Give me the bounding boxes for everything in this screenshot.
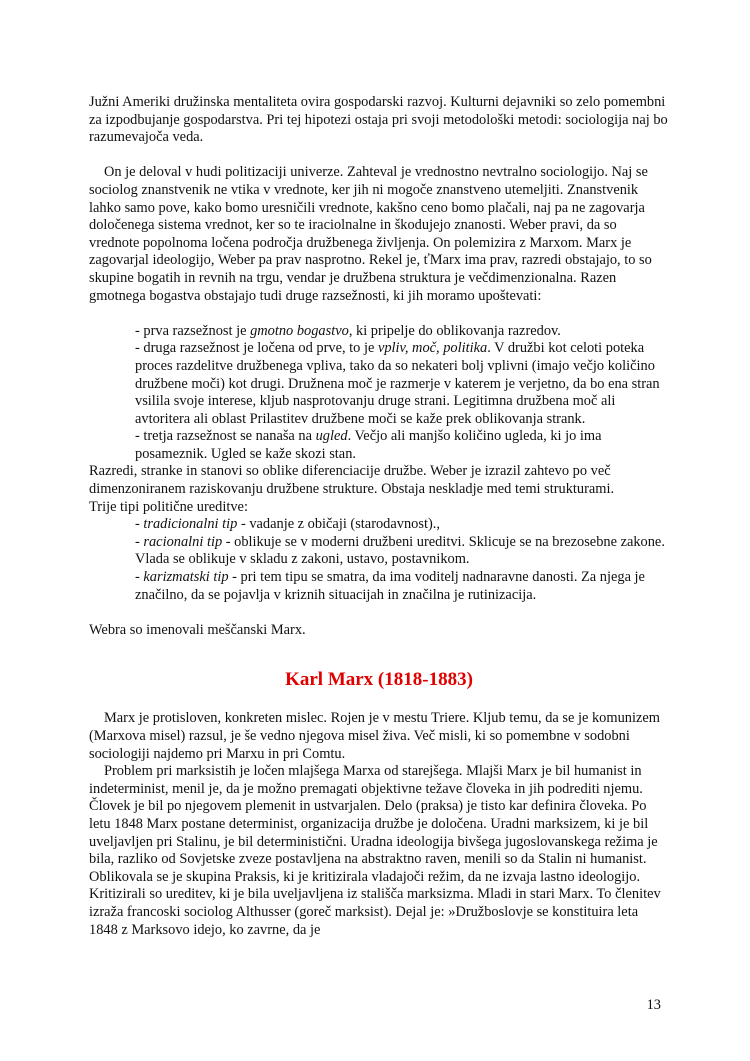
paragraph-weber-value-neutrality: On je deloval v hudi politizaciji univerze. Zahteval je vrednostno nevtralno sociologijo. Naj se sociolog znanstvenik ne vtika v vrednote, ker jih ni mogoče znanstveno utemeljiti. Znanstvenik lahko samo pove, kako bomo uresničili vrednote, kakšno ceno bomo plačali, naj pa ne zagovarja določenega sistema vrednot, ker so te iraciolnalne in škodujejo znanosti. Weber pravi, da so vrednote popolnoma ločena področja družbenega življenja. On polemizira z Marxom. Marx je zagovarjal ideologijo, Weber pa prav nasprotno. Rekel je, ťMarx ima prav, razredi obstajajo, to so skupine bogatih in revnih na trgu, vendar je družbena struktura je večdimenzionalna. Razen gmotnega bogastva obstajajo tudi druge razsežnosti, ki jih moramo upoštevati:	[89, 164, 652, 304]
list-item-power: - druga razsežnost je ločena od prve, to je vpliv, moč, politika. V družbi kot celoti poteka proces razdelitve družbenega vpliva, tako da so nekateri bolj vplivni (imajo večjo količino družbene moči) kot drugi. Družnena moč je razmerje v katerem je verjetno, da bo ena stran vsilila svoje interese, kljub nasprotovanju druge strani. Legitimna družbena moč ali avtoritera ali oblast Prilastitev družbene moči se kaže prek oblikovanja strank.	[135, 340, 660, 427]
list-item-charismatic: - karizmatski tip - pri tem tipu se smatra, da ima voditelj nadnaravne danosti. Za njega je značilno, da se pojavlja v kriznih situacijah in značilna je rutinizacija.	[135, 569, 645, 603]
political-types-list	[89, 516, 669, 604]
list-item-rational: - racionalni tip - oblikuje se v moderni družbeni ureditvi. Sklicuje se na brezosebne zakone. Vlada se oblikuje v skladu z zakoni, ustavo, postavnikom.	[135, 533, 665, 568]
page-number: 13	[646, 997, 661, 1013]
paragraph-marx-intro: Marx je protisloven, konkreten mislec. Rojen je v mestu Triere. Kljub temu, da se je komunizem (Marxova misel) razsul, je še vedno njegova misel živa. Več misli, ki so pomembne v sodobni sociologiji najdemo pri Marxu in pri Comtu.	[89, 710, 660, 762]
list-item-traditional: - tradicionalni tip - vadanje z običaji (starodavnost).,	[135, 516, 440, 533]
paragraph-political-types-intro: Trije tipi politične ureditve:	[89, 498, 248, 515]
paragraph-weber-culture: Južni Ameriki družinska mentaliteta ovira gospodarski razvoj. Kulturni dejavniki so zelo pomembni za izpodbujanje gospodarstva. Pri tej hipotezi ostaja pri svoji metodološki metodi: sociologija naj bo razumevajoča veda.	[89, 94, 668, 146]
paragraph-young-old-marx: Problem pri marksistih je ločen mlajšega Marxa od starejšega. Mlajši Marx je bil humanist in indeterminist, menil je, da je možno premagati objektivne težave človeka in jih podrediti njemu. Človek je bil po njegovem plemenit in ustvarjalen. Delo (praksa) je tisto kar definira človeka. Po letu 1848 Marx postane determinist, organizacija družbe je določena. Uradni marksizem, ki je bil uveljavljen pri Stalinu, je bil deterministični. Uradna ideologija bivšega jugoslovanskega režima je bila, razliko od Sovjetske zveze postavljena na abstraktno raven, menili so da Stalin ni humanist. Oblikovala se je skupina Praksis, ki je kritizirala vladajoči režim, da ne izvaja lastno ideologijo. Kritizirali so ureditev, ki je bila uveljavljena iz stališča marksizma. Mladi in stari Marx. To členitev izraža francoski sociolog Althusser (goreč marksist). Dejal je: »Družboslovje se konstituira leta 1848 z Marksovo idejo, ko zavrne, da je	[89, 763, 661, 938]
paragraph-bourgeois-marx: Webra so imenovali meščanski Marx.	[89, 621, 306, 638]
section-heading: Karl Marx (1818-1883)	[285, 669, 473, 691]
dimensions-list	[89, 323, 669, 464]
list-item-prestige: - tretja razsežnost se nanaša na ugled. Večjo ali manjšo količino ugleda, ki jo ima posameznik. Ugled se kaže skozi stan.	[135, 428, 602, 462]
document-page	[89, 94, 669, 939]
list-item-wealth: - prva razsežnost je gmotno bogastvo, ki pripelje do oblikovanja razredov.	[135, 322, 561, 339]
paragraph-differentiation: Razredi, stranke in stanovi so oblike diferenciacije družbe. Weber je izrazil zahtevo po več dimenzoniranem raziskovanju družbene strukture. Obstaja neskladje med temi strukturami.	[89, 463, 615, 498]
